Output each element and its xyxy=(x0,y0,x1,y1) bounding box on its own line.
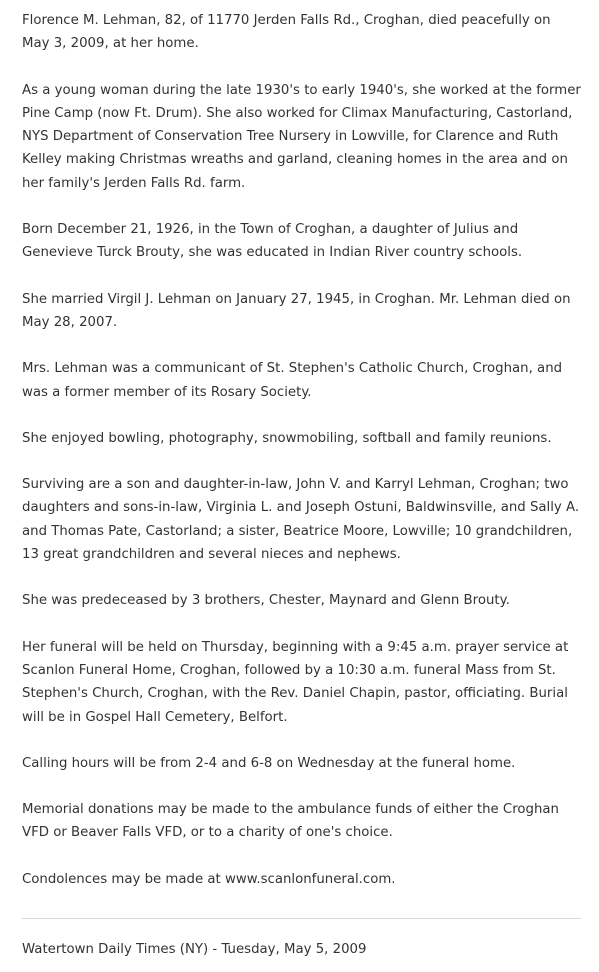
obituary-article xyxy=(22,0,582,957)
paragraph-church: Mrs. Lehman was a communicant of St. Stephen's Catholic Church, Croghan, and was a former member of its Rosary Society. xyxy=(22,361,563,400)
paragraph-hobbies: She enjoyed bowling, photography, snowmobiling, softball and family reunions. xyxy=(22,430,552,446)
paragraph-memorial-donations: Memorial donations may be made to the ambulance funds of either the Croghan VFD or Beaver Falls VFD, or to a charity of one's choice. xyxy=(22,802,559,841)
paragraph-calling-hours: Calling hours will be from 2-4 and 6-8 on Wednesday at the funeral home. xyxy=(22,755,516,771)
divider xyxy=(22,918,581,919)
paragraph-condolences: Condolences may be made at www.scanlonfuneral.com. xyxy=(22,871,396,887)
paragraph-birth: Born December 21, 1926, in the Town of Croghan, a daughter of Julius and Genevieve Turck Brouty, she was educated in Indian River country schools. xyxy=(22,222,523,261)
paragraph-employment: As a young woman during the late 1930's to early 1940's, she worked at the former Pine Camp (now Ft. Drum). She also worked for Climax Manufacturing, Castorland, NYS Department of Conservation Tree Nursery in Lowville, for Clarence and Ruth Kelley making Christmas wreaths and garland, cleaning homes in the area and on her family's Jerden Falls Rd. farm. xyxy=(22,82,581,191)
paragraph-death-notice: Florence M. Lehman, 82, of 11770 Jerden Falls Rd., Croghan, died peacefully on May 3, 2009, at her home. xyxy=(22,13,551,52)
paragraph-marriage: She married Virgil J. Lehman on January 27, 1945, in Croghan. Mr. Lehman died on May 28, 2007. xyxy=(22,291,571,330)
source-line: Watertown Daily Times (NY) - Tuesday, May 5, 2009 xyxy=(22,942,367,957)
paragraph-survivors: Surviving are a son and daughter-in-law, John V. and Karryl Lehman, Croghan; two daughters and sons-in-law, Virginia L. and Joseph Ostuni, Baldwinsville, and Sally A. and Thomas Pate, Castorland; a sister, Beatrice Moore, Lowville; 10 grandchildren, 13 great grandchildren and several nieces and nephews. xyxy=(22,477,580,563)
paragraph-funeral: Her funeral will be held on Thursday, beginning with a 9:45 a.m. prayer service at Scanlon Funeral Home, Croghan, followed by a 10:30 a.m. funeral Mass from St. Stephen's Church, Croghan, with the Rev. Daniel Chapin, pastor, officiating. Burial will be in Gospel Hall Cemetery, Belfort. xyxy=(22,639,569,725)
paragraph-predeceased: She was predeceased by 3 brothers, Chester, Maynard and Glenn Brouty. xyxy=(22,593,510,609)
